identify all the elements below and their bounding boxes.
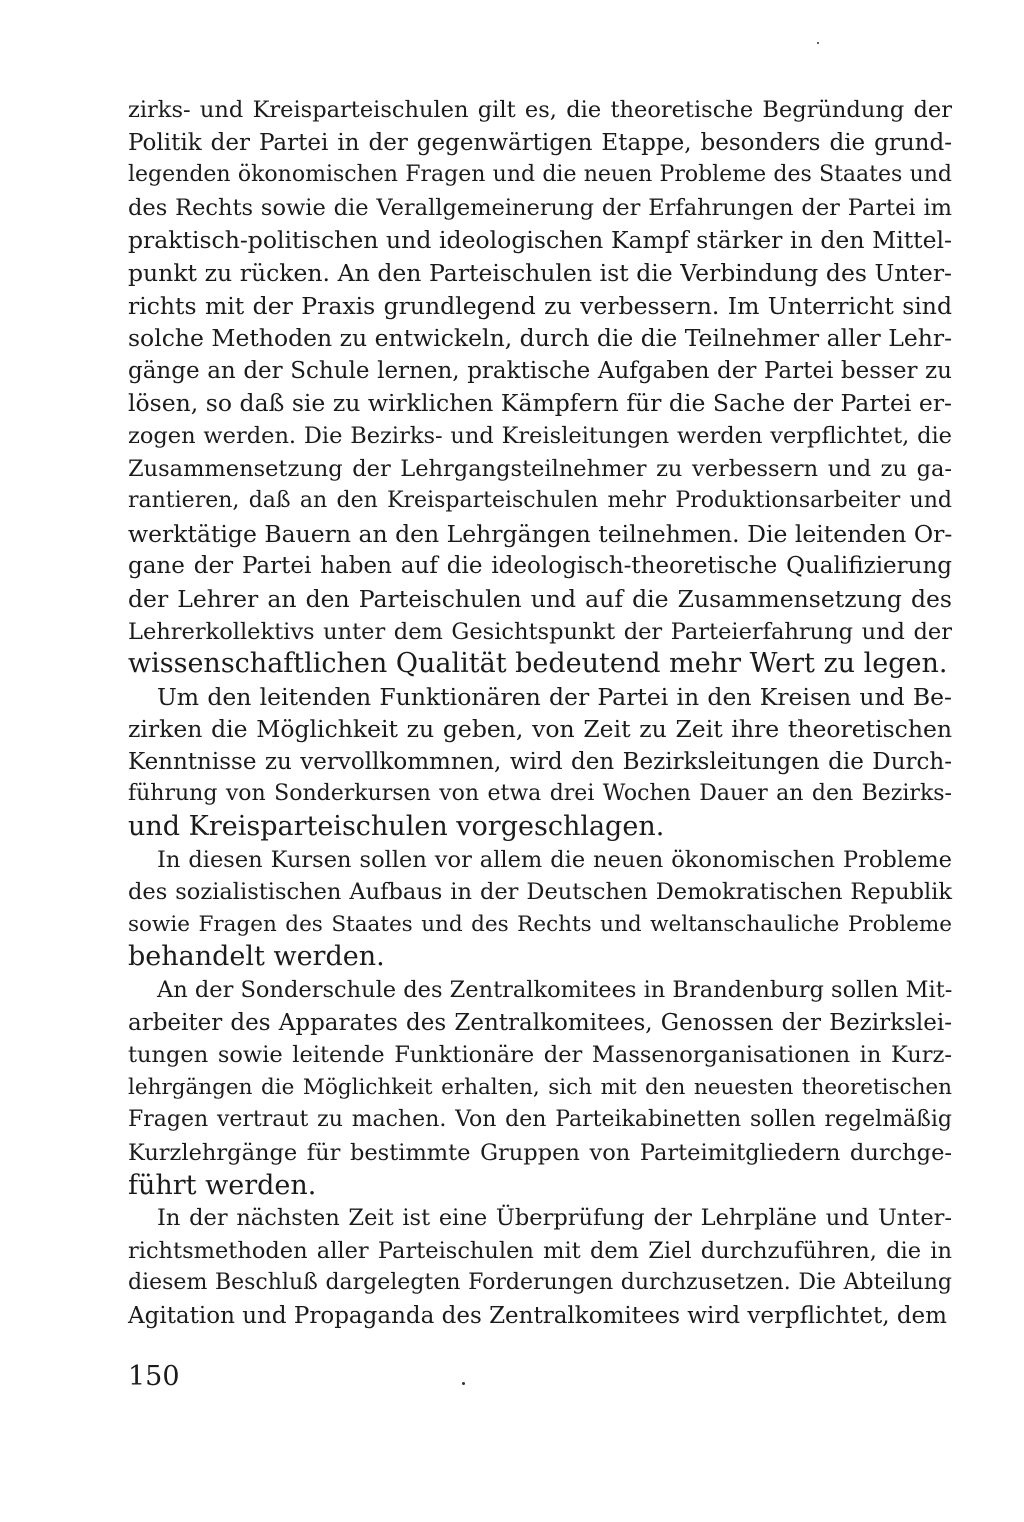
text-line: wissenschaftlichen Qualität bedeutend mehr Wert zu legen.: [128, 648, 948, 680]
paragraph: [128, 1202, 952, 1332]
text-line: führung von Sonderkursen von etwa drei Wochen Dauer an den Bezirks-: [128, 781, 952, 807]
paragraph: [128, 681, 952, 844]
text-line: Lehrerkollektivs unter dem Gesichtspunkt der Parteierfahrung und der: [128, 618, 952, 645]
text-line: Kenntnisse zu vervollkommnen, wird den Bezirksleitungen die Durch-: [128, 748, 952, 775]
text-line: Kurzlehrgänge für bestimmte Gruppen von Parteimitgliedern durchge-: [128, 1140, 952, 1166]
text-line: des sozialistischen Aufbaus in der Deutschen Demokratischen Republik: [128, 879, 952, 906]
text-line: tungen sowie leitende Funktionäre der Massenorganisationen in Kurz-: [128, 1042, 952, 1069]
text-line: diesem Beschluß dargelegten Forderungen durchzusetzen. Die Abteilung: [128, 1270, 952, 1296]
text-line: zogen werden. Die Bezirks- und Kreisleitungen werden verpflichtet, die: [128, 422, 952, 449]
text-line: lehrgängen die Möglichkeit erhalten, sich mit den neuesten theoretischen: [128, 1074, 952, 1100]
text-line: In diesen Kursen sollen vor allem die neuen ökonomischen Probleme: [157, 846, 952, 873]
text-line: An der Sonderschule des Zentralkomitees in Brandenburg sollen Mit-: [157, 977, 953, 1004]
page-number: 150: [128, 1361, 180, 1392]
text-line: Fragen vertraut zu machen. Von den Parteikabinetten sollen regelmäßig: [128, 1107, 952, 1133]
text-line: lösen, so daß sie zu wirklichen Kämpfern für die Sache der Partei er-: [128, 389, 952, 418]
text-line: des Rechts sowie die Verallgemeinerung der Erfahrungen der Partei im: [128, 194, 952, 221]
text-line: punkt zu rücken. An den Parteischulen ist die Verbindung des Unter-: [128, 258, 952, 287]
body-text: [128, 94, 952, 1333]
text-line: werktätige Bauern an den Lehrgängen teilnehmen. Die leitenden Or-: [128, 519, 953, 548]
text-line: behandelt werden.: [128, 941, 385, 973]
paragraph: [128, 94, 952, 681]
text-line: zirks- und Kreisparteischulen gilt es, die theoretische Begründung der: [128, 97, 952, 123]
text-line: gane der Partei haben auf die ideologisch-theoretische Qualifizierung: [128, 553, 952, 580]
text-line: sowie Fragen des Staates und des Rechts und weltanschauliche Probleme: [128, 911, 952, 937]
print-speck: [817, 42, 819, 44]
text-line: der Lehrer an den Parteischulen und auf die Zusammensetzung des: [128, 584, 952, 613]
text-line: Zusammensetzung der Lehrgangsteilnehmer zu verbessern und zu ga-: [128, 455, 952, 482]
text-line: legenden ökonomischen Fragen und die neuen Probleme des Staates und: [128, 162, 952, 188]
text-line: praktisch-politischen und ideologischen Kampf stärker in den Mittel-: [128, 226, 952, 255]
text-line: Agitation und Propaganda des Zentralkomitees wird verpflichtet, dem: [128, 1302, 947, 1329]
text-line: zirken die Möglichkeit zu geben, von Zeit zu Zeit ihre theoretischen: [128, 715, 952, 744]
text-line: richtsmethoden aller Parteischulen mit dem Ziel durchzuführen, die in: [128, 1237, 952, 1264]
text-line: solche Methoden zu entwickeln, durch die die Teilnehmer aller Lehr-: [128, 324, 953, 353]
text-line: In der nächsten Zeit ist eine Überprüfung der Lehrpläne und Unter-: [157, 1205, 952, 1232]
text-line: richts mit der Praxis grundlegend zu verbessern. Im Unterricht sind: [128, 291, 952, 320]
text-line: gänge an der Schule lernen, praktische Aufgaben der Partei besser zu: [128, 357, 952, 384]
paragraph: [128, 974, 952, 1202]
text-line: Um den leitenden Funktionären der Partei in den Kreisen und Be-: [157, 682, 952, 711]
text-line: arbeiter des Apparates des Zentralkomitees, Genossen der Bezirkslei-: [128, 1009, 952, 1036]
text-line: rantieren, daß an den Kreisparteischulen mehr Produktionsarbeiter und: [128, 488, 952, 514]
text-line: Politik der Partei in der gegenwärtigen Etappe, besonders die grund-: [128, 129, 952, 156]
text-line: und Kreisparteischulen vorgeschlagen.: [128, 811, 665, 843]
text-line: führt werden.: [128, 1169, 317, 1201]
print-speck: [462, 1382, 465, 1385]
paragraph: [128, 844, 952, 974]
